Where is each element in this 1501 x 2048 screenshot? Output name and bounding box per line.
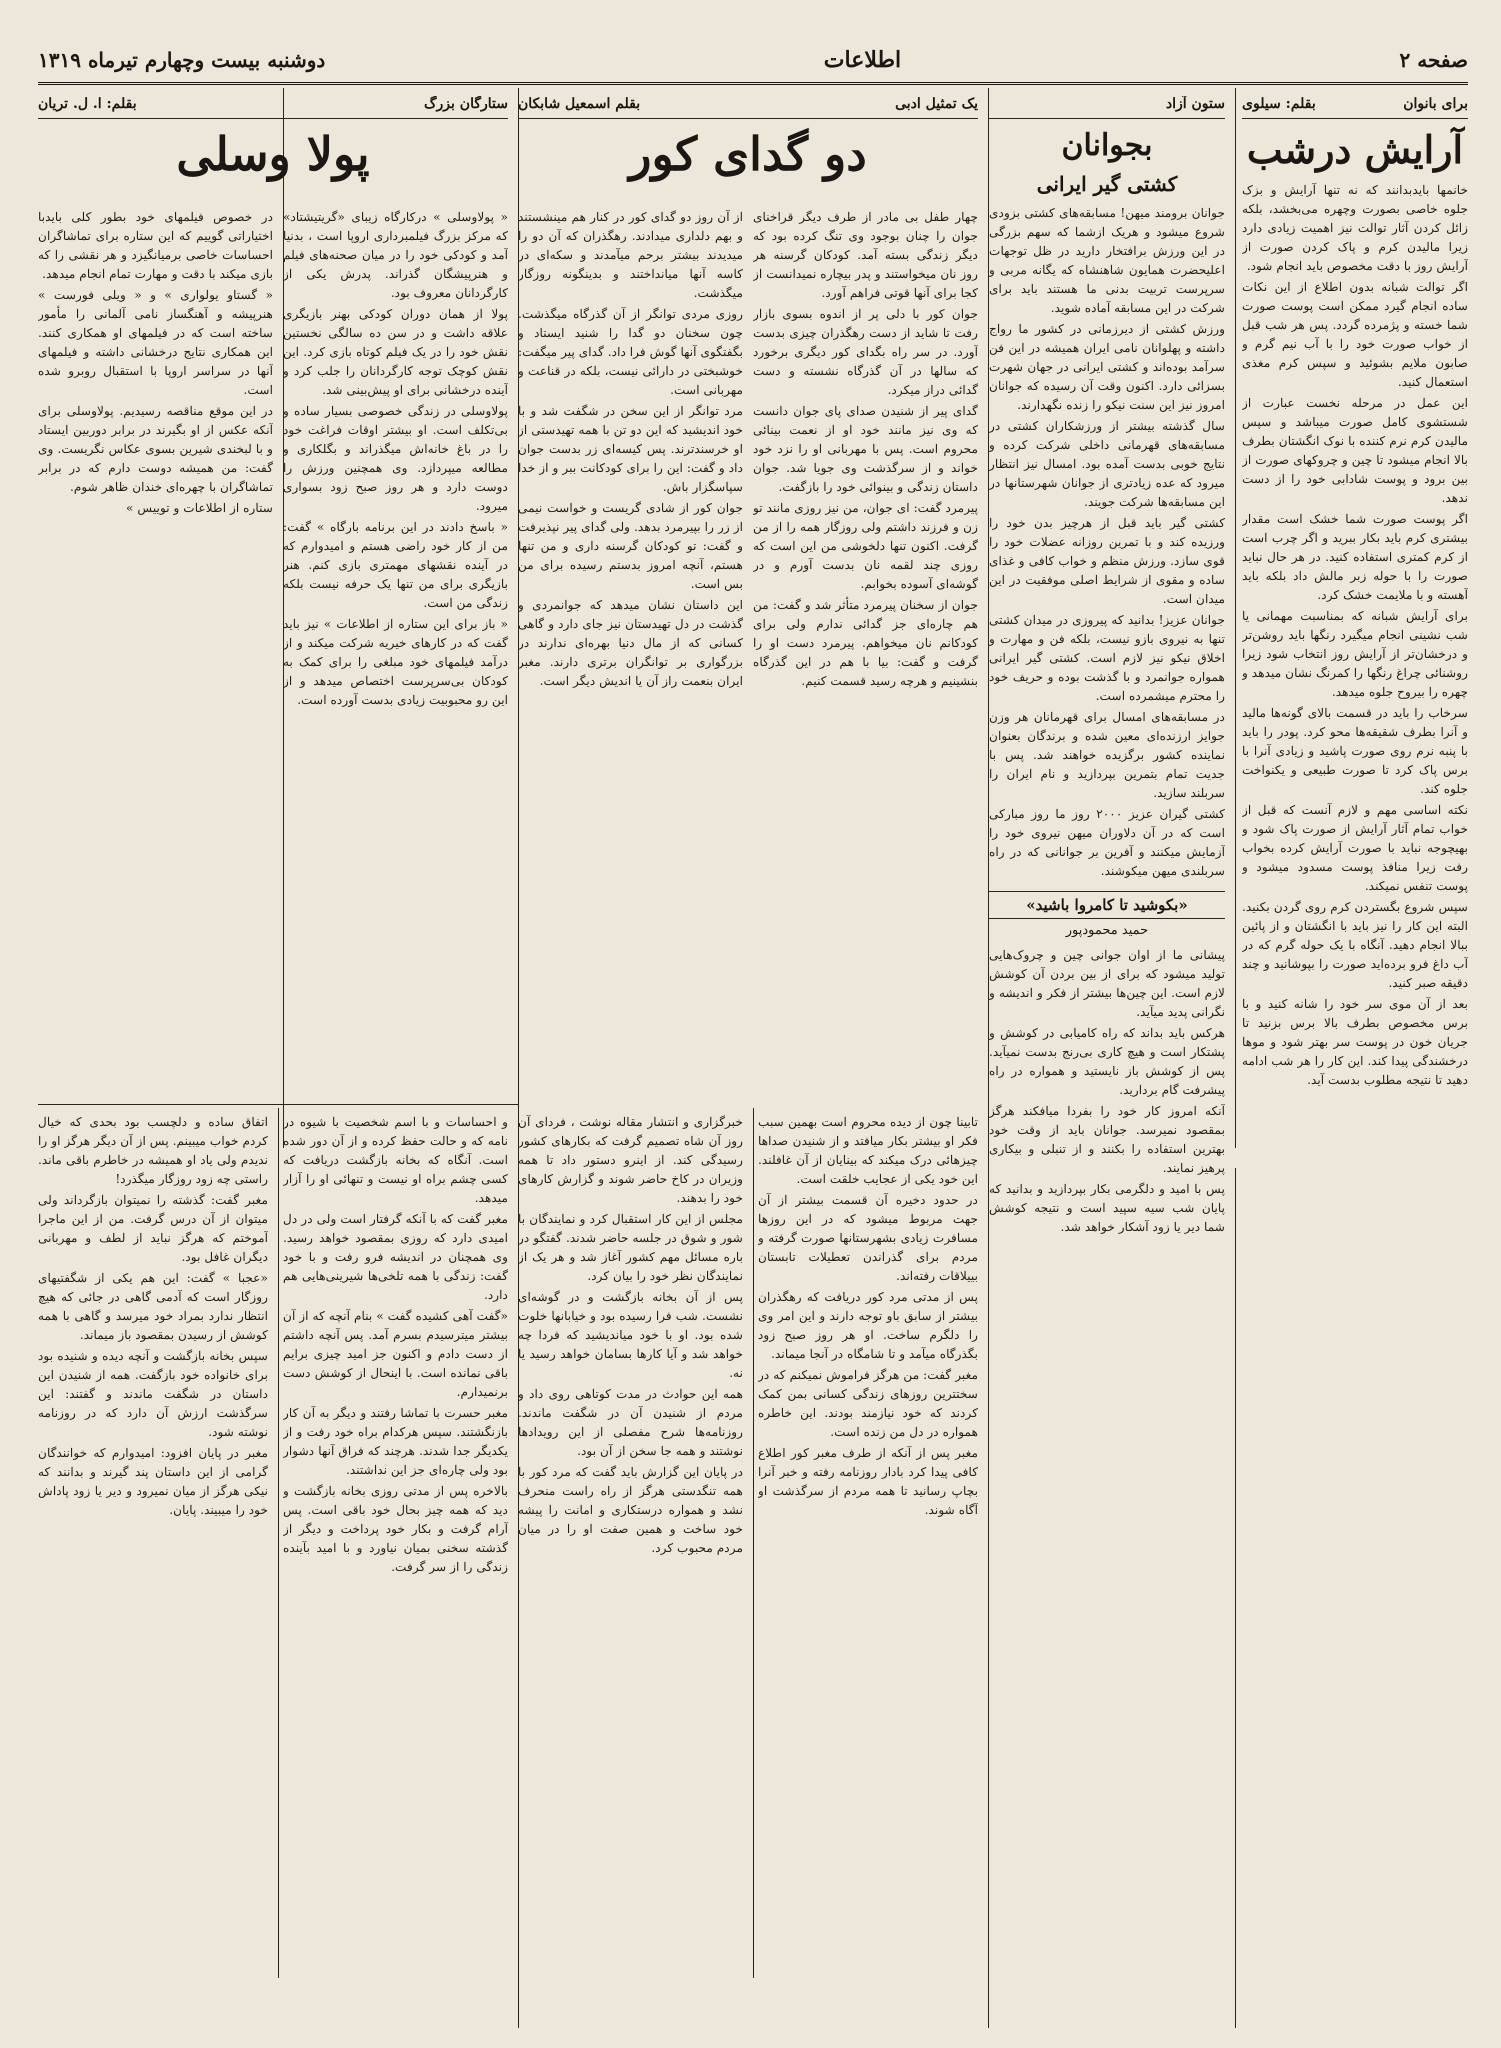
- box-author: حمید محمودپور: [1065, 923, 1149, 938]
- paragraph: مغبر حسرت با تماشا رفتند و دیگر به آن کار بازنگشتند. سپس هرکدام براه خود رفت و از یکدیگر جدا شدند. هرچند که فراق آنها دشوار بود ولی چاره‌ای جز این نداشتند.: [283, 1406, 508, 1477]
- column-header: [989, 96, 1225, 119]
- paragraph: « پولاوسلی » درکارگاه زیبای «گریتیشتاد» که مرکز بزرگ فیلمبرداری اروپا است ، بدنیا آمد و کودکی خود را در میان صحنه‌های فیلم و هنرپیشگان گذراند. پدرش یکی از کارگردانان معروف بود.: [283, 210, 508, 300]
- paragraph: چهار طفل بی مادر از طرف دیگر قراخنای جوان را چنان بوجود وی تنگ کرده بود که دیگر زندگی بسته آمد. کودکان گرسنه هر روز نان میخواستند و پدر بیچاره نمیدانست از کجا برای آنها قوتی فراهم آورد.: [753, 210, 978, 300]
- box-title: «بکوشید تا کامروا باشید»: [989, 891, 1225, 919]
- stars-column-right: [283, 208, 508, 1098]
- paragraph: کشتی گیر باید قبل از هرچیز بدن خود را ورزیده کند و با تمرین روزانه عضلات خود را قوی سازد. ورزش منظم و خواب کافی و غذای ساده و مقوی از شرایط اصلی موفقیت در این میدان است.: [989, 516, 1225, 606]
- paragraph: خبرگزاری و انتشار مقاله نوشت ، فردای آن روز آن شاه تصمیم گرفت که بکارهای کشور رسیدگی کند. از اینرو دستور داد تا همه وزیران در کاخ حاضر شوند و گزارش کارهای خود را بدهند.: [518, 1115, 743, 1205]
- article-title: آرایش درشب: [1246, 127, 1464, 172]
- column-header: [518, 96, 978, 119]
- paragraph: جوان کور با دلی پر از اندوه بسوی بازار رفت تا شاید از دست رهگذران چیزی بدست آورد. در سر راه بگدای کور دیگری برخورد که سالها در آن گذرگاه نشسته و دست گدائی دراز میکرد.: [753, 307, 978, 397]
- article-body: [753, 208, 978, 691]
- newspaper-name: اطلاعات: [823, 47, 902, 73]
- paragraph: در خصوص فیلمهای خود بطور کلی بایدبا اختیاراتی گوییم که این ستاره برای تماشاگران احساسات خاصی برمیانگیزد و هر نقشی را که بازی میکند با دقت و مهارت تمام انجام میدهد.: [38, 210, 273, 281]
- paragraph: کشتی گیران عزیز ۲۰۰۰ روز ما روز مبارکی است که در آن دلاوران میهن نیروی خود را آزمایش میکنند و آفرین بر جوانانی که در راه سربلندی میهن میکوشند.: [989, 807, 1225, 878]
- article-title: بجوانان: [1061, 128, 1153, 163]
- paragraph: پس از آن بخانه بازگشت و در گوشه‌ای نشست. شب فرا رسیده بود و خیابانها خلوت شده بود. او با خود میاندیشید که فردا چه خواهد شد و آیا کارها بسامان خواهد رسید یا نه.: [518, 1290, 743, 1380]
- section-label: ستارگان بزرگ: [424, 96, 508, 112]
- section-label: برای بانوان: [1403, 96, 1468, 112]
- article-body: [1242, 181, 1468, 1090]
- author-label: بقلم اسمعیل شابکان: [518, 96, 641, 112]
- paragraph: جوان کور از شادی گریست و خواست نیمی از زر را بپیرمرد بدهد. ولی گدای پیر نپذیرفت و گفت: تو کودکان گرسنه داری و من تنها هستم، آنچه امروز بدستم رسیده برای من بس است.: [518, 501, 743, 591]
- paragraph: مغبر در پایان افزود: امیدوارم که خوانندگان گرامی از این داستان پند گیرند و بدانند که نیکی هرگز از میان نمیرود و دیر یا زود پاداش خود را میبیند. پایان.: [38, 1446, 268, 1517]
- section-label: یک تمثیل ادبی: [895, 96, 978, 112]
- paragraph: مغبر گفت که با آنکه گرفتار است ولی در دل امیدی دارد که روزی بمقصود خواهد رسید. وی همچنان در اندیشه فرو رفت و با خود گفت: زندگی با همه تلخی‌ها شیرینی‌هایی هم دارد.: [283, 1212, 508, 1302]
- article-body: [283, 1113, 508, 1577]
- paragraph: همه این حوادث در مدت کوتاهی روی داد و مردم از شنیدن آن در شگفت ماندند. روزنامه‌ها شرح مفصلی از این رویدادها نوشتند و همه جا سخن از آن بود.: [518, 1387, 743, 1458]
- paragraph: پس با امید و دلگرمی بکار بپردازید و بدانید که پایان شب سیه سپید است و نتیجه کوشش شما دیر یا زود آشکار خواهد شد.: [989, 1182, 1225, 1234]
- paragraph: هرکس باید بداند که راه کامیابی در کوشش و پشتکار است و هیچ کاری بی‌رنج بدست نمیآید. پس از کوشش باز نایستید و همواره در راه پیشرفت گام بردارید.: [989, 1026, 1225, 1097]
- paragraph: و احساسات و با اسم شخصیت با شیوه در نامه که و حالت حفظ کرده و از آن دور شده است. آنگاه که بخانه بازگشت دریافت که کسی چشم براه او نیست و تنهائی او را آزار میدهد.: [283, 1115, 508, 1205]
- women-column: [1242, 96, 1468, 2026]
- paragraph: جوانان برومند میهن! مسابقه‌های کشتی بزودی شروع میشود و هریک ازشما که سهم بزرگی در این ورزش برافتخار دارید در ظل توجهات اعلیحضرت همایون شاهنشاه که یگانه مربی و سرپرست تربیت بدنی ما هستند باید برای شرکت در این مسابقه آماده شوید.: [989, 206, 1225, 315]
- box-body: [989, 946, 1225, 1237]
- author-label: بقلم: ا. ل. تریان: [38, 96, 137, 112]
- masthead: [38, 38, 1468, 85]
- column-header: [38, 96, 508, 119]
- paragraph: نکته اساسی مهم و لازم آنست که قبل از خواب تمام آثار آرایش از صورت پاک شود و بهیچوجه نباید با صورت آرایش کرده بخواب رفت زیرا منافذ پوست مسدود میشود و پوست تنفس نمیکند.: [1242, 802, 1468, 893]
- continuation-column: [518, 1113, 743, 1973]
- article-title: پولا وسلی: [176, 127, 370, 181]
- issue-date: دوشنبه بیست وچهارم تیرماه ۱۳۱۹: [38, 48, 326, 72]
- paragraph: این داستان نشان میدهد که جوانمردی و گذشت در دل تهیدستان نیز جای دارد و گاهی کسانی که از مال دنیا بهره‌ای ندارند در بزرگواری بر توانگران برتری دارند. مغبر ایران بنعمت راز آن یا اندیش دیگر است.: [518, 598, 743, 688]
- paragraph: مرد توانگر از این سخن در شگفت شد و با خود اندیشید که این دو تن با همه تهیدستی از او خرسندترند. پس کیسه‌ای زر بدست جوان داد و گفت: این را برای کودکانت ببر و از خدا سپاسگزار باش.: [518, 404, 743, 494]
- paragraph: برای آرایش شبانه که بمناسبت مهمانی یا شب نشینی انجام میگیرد رنگها باید روشن‌تر و درخشان‌تر از آرایش روز انتخاب شود زیرا روشنائی چراغ رنگها را کمرنگ نشان میدهد و چهره را بیروح جلوه میدهد.: [1242, 608, 1468, 699]
- section-divider: [38, 1104, 518, 1105]
- article-body: [758, 1113, 978, 1520]
- page-number: صفحه ۲: [1399, 48, 1468, 72]
- section-label: ستون آزاد: [1165, 96, 1225, 112]
- youth-column: [989, 96, 1225, 2026]
- article-subtitle: کشتی گیر ایرانی: [1036, 172, 1178, 196]
- paragraph: از آن روز دو گدای کور در کنار هم مینشستند و بهم دلداری میدادند. رهگذران که آن دو را میدیدند بیشتر برحم میآمدند و سکه‌ای در کاسه آنها میانداختند و بدینگونه روزگار میگذشت.: [518, 210, 743, 300]
- column-header: [1242, 96, 1468, 119]
- paragraph: جوانان عزیز! بدانید که پیروزی در میدان کشتی تنها به نیروی بازو نیست، بلکه فن و مهارت و اخلاق نیکو نیز لازم است. کشتی گیر ایرانی همواره جوانمرد و با گذشت بوده و حریف خود را محترم میشمرده است.: [989, 613, 1225, 703]
- paragraph: « گستاو یولواری » و « ویلی فورست » هنرپیشه و آهنگساز نامی آلمانی را مأمور ساخته است که در فیلمهای او همکاری کنند. این همکاری نتایج درخشانی داشته و فیلمهای آنها در سراسر اروپا با استقبال روبرو شده است.: [38, 288, 273, 397]
- story-header: [518, 96, 978, 206]
- paragraph: مغبر گفت: من هرگز فراموش نمیکنم که در سختترین روزهای زندگی کسانی بمن کمک کردند که خود نیازمند بودند. این خاطره همواره در دل من زنده است.: [758, 1368, 978, 1439]
- paragraph: این عمل در مرحله نخست عبارت از شستشوی کامل صورت میباشد و سپس مالیدن کرم نرم کننده با نوک انگشتان بطرف بالا انجام میشود تا چین و چروکهای صورت از بین برود و پوست شادابی خود را از دست ندهد.: [1242, 395, 1468, 505]
- paragraph: گدای پیر از شنیدن صدای پای جوان دانست که وی نیز مانند خود او از نعمت بینائی محروم است. پس با مهربانی او را نزد خود خواند و از سرگذشت وی جویا شد. جوان داستان زندگی و بینوائی خود را بازگفت.: [753, 404, 978, 494]
- paragraph: در حدود دخیره آن قسمت بیشتر از آن جهت مربوط میشود که در این روزها مسافرت زیادی بشهرستانها صورت گرفته و مردم برای گذراندن تعطیلات تابستان بییلاقات رفته‌اند.: [758, 1193, 978, 1283]
- column-divider: [753, 1108, 754, 1978]
- paragraph: سپس بخانه بازگشت و آنچه دیده و شنیده بود برای خانواده خود بازگفت. همه از شنیدن این داستان در شگفت ماندند و گفتند: این سرگذشت ارزش آن دارد که در روزنامه نوشته شود.: [38, 1349, 268, 1439]
- paragraph: ورزش کشتی از دیرزمانی در کشور ما رواج داشته و پهلوانان نامی ایران همیشه در این فن سرآمد بوده‌اند و کشتی ایرانی در جهان شهرت بسزائی دارد. اکنون وقت آن رسیده که جوانان امروز نیز این سنت نیکو را زنده نگهدارند.: [989, 322, 1225, 412]
- paragraph: « باز برای این ستاره از اطلاعات » نیز باید گفت که در کارهای خیریه شرکت میکند و از درآمد فیلمهای خود مبلغی را برای کمک به کودکان بی‌سرپرست اختصاص میدهد و از این رو محبوبیت زیادی بدست آورده است.: [283, 617, 508, 707]
- paragraph: اتفاق ساده و دلچسب بود بحدی که خیال کردم خواب میبینم. پس از آن دیگر هرگز او را ندیدم ولی یاد او همیشه در خاطرم باقی ماند. راستی چه زود روزگار میگذرد!: [38, 1115, 268, 1186]
- paragraph: « باسخ دادند در این برنامه بارگاه » گفت: من از کار خود راضی هستم و امیدوارم که در آینده نقشهای مهمتری بازی کنم. هنر بازیگری برای من تنها یک حرفه نیست بلکه زندگی من است.: [283, 520, 508, 610]
- paragraph: اگر پوست صورت شما خشک است مقدار بیشتری کرم باید بکار ببرید و اگر چرب است از کرم کمتری استفاده کنید. در هر حال نباید صورت را با حوله زبر مالش داد بلکه باید آهسته و با ملایمت خشک کرد.: [1242, 511, 1468, 602]
- column-divider: [1235, 88, 1236, 1148]
- continuation-column: [758, 1113, 978, 1973]
- paragraph: پولاوسلی در زندگی خصوصی بسیار ساده و بی‌تکلف است. او بیشتر اوقات فراغت خود را در باغ خانه‌اش میگذراند و بگلکاری و مطالعه میپردازد. وی همچنین ورزش را دوست دارد و هر روز صبح زود بسواری میرود.: [283, 404, 508, 513]
- paragraph: جوان از سخنان پیرمرد متأثر شد و گفت: من هم چاره‌ای جز گدائی ندارم ولی برای کودکانم نان میخواهم. پیرمرد دست او را گرفت و گفت: بیا با هم در این گذرگاه بنشینیم و هرچه رسید قسمت کنیم.: [753, 598, 978, 688]
- stars-column-left: [38, 208, 273, 1098]
- story-column-left: [518, 208, 743, 1098]
- newspaper-page: [38, 38, 1468, 2028]
- paragraph: سپس شروع بگستردن کرم روی گردن بکنید. البته این کار را نیز باید با انگشتان و از پائین ببالا انجام دهید. آنگاه با یک حوله گرم که در آب داغ فرو برده‌اید صورت را بپوشانید و چند دقیقه صبر کنید.: [1242, 899, 1468, 990]
- column-divider: [278, 1108, 279, 1978]
- paragraph: سال گذشته بیشتر از ورزشکاران کشتی در مسابقه‌های قهرمانی داخلی شرکت کرده و نتایج خوبی بدست آمده بود. امسال نیز انتظار میرود که عده زیادتری از جوانان شهرستانها در این مسابقه‌ها شرکت جویند.: [989, 419, 1225, 509]
- paragraph: مغبر گفت: گذشته را نمیتوان بازگرداند ولی میتوان از آن درس گرفت. من از این ماجرا آموختم که هرگز نباید از لطف و مهربانی دیگران غافل بود.: [38, 1193, 268, 1264]
- author-label: بقلم: سیلوی: [1242, 96, 1316, 112]
- paragraph: «گفت آهی کشیده گفت » بنام آنچه که از آن بیشتر میترسیدم بسرم آمد. پس آنچه داشتم از دست دادم و اکنون جز امید چیزی برایم باقی نمانده است. با اینحال از کوشش دست برنمیدارم.: [283, 1309, 508, 1399]
- paragraph: پیشانی ما از اوان جوانی چین و چروک‌هایی تولید میشود که برای از بین بردن آن کوشش لازم است. این چین‌ها بیشتر از فکر و اندیشه و نگرانی پدید میآید.: [989, 948, 1225, 1019]
- paragraph: اگر توالت شبانه بدون اطلاع از این نکات ساده انجام گیرد ممکن است پوست صورت شما خسته و پژمرده گردد. پس هر شب قبل از خواب صورت خود را با آب نیم گرم و صابون ملایم بشوئید و سپس کرم مغذی استعمال کنید.: [1242, 279, 1468, 389]
- article-body: [38, 1113, 268, 1520]
- paragraph: «عجبا » گفت: این هم یکی از شگفتیهای روزگار است که آدمی گاهی در جائی که هیچ انتظار ندارد بمراد خود میرسد و گاهی با همه کوشش از رسیدن بمقصود باز میماند.: [38, 1271, 268, 1342]
- paragraph: بعد از آن موی سر خود را شانه کنید و با برس مخصوص بطرف بالا برس بزنید تا جریان خون در پوست سر بهتر شود و موها درخشندگی پیدا کند. این کار را هر شب ادامه دهید تا نتیجه مطلوب بدست آید.: [1242, 996, 1468, 1087]
- paragraph: در این موقع مناقصه رسیدیم. پولاوسلی برای آنکه عکس از او بگیرند در برابر دوربین ایستاد و با لبخندی شیرین بسوی عکاس نگریست. وی گفت: من همیشه دوست دارم که در برابر تماشاگران با چهره‌ای خندان ظاهر شوم.: [38, 404, 273, 494]
- stars-header: [38, 96, 508, 206]
- paragraph: آنکه امروز کار خود را بفردا میافکند هرگز بمقصود نمیرسد. جوانان باید از وقت خود بهترین استفاده را بکنند و از تنبلی و بیکاری پرهیز نمایند.: [989, 1104, 1225, 1175]
- paragraph: تابینا چون از دیده محروم است بهمین سبب فکر او بیشتر بکار میافتد و از شنیدن صداها چیزهائی درک میکند که بینایان از آن غافلند. این خود یکی از عجایب خلقت است.: [758, 1115, 978, 1186]
- paragraph: پس از مدتی مرد کور دریافت که رهگذران بیشتر از سابق باو توجه دارند و این امر وی را دلگرم ساخت. او هر روز صبح زود بگذرگاه میآمد و تا شامگاه در آنجا میماند.: [758, 1290, 978, 1361]
- continuation-column: [283, 1113, 508, 1973]
- article-title: دو گدای کور: [629, 127, 867, 181]
- paragraph: مغبر پس از آنکه از طرف مغبر کور اطلاع کافی پیدا کرد بادار روزنامه رفته و خبر آنرا بچاپ رسانید تا همه مردم از سرگذشت او آگاه شوند.: [758, 1446, 978, 1517]
- article-body: [989, 204, 1225, 881]
- paragraph: سرخاب را باید در قسمت بالای گونه‌ها مالید و آنرا بطرف شقیقه‌ها محو کرد. پودر را باید با پنبه نرم روی صورت پاشید و زیادی آنرا با برس پاک کرد تا صورت طبیعی و یکنواخت جلوه کند.: [1242, 705, 1468, 796]
- column-divider: [1235, 1168, 1236, 2028]
- paragraph: مجلس از این کار استقبال کرد و نمایندگان با شور و شوق در جلسه حاضر شدند. گفتگو در باره مسائل مهم کشور آغاز شد و هر یک از نمایندگان نظر خود را بیان کرد.: [518, 1212, 743, 1283]
- article-body: [38, 208, 273, 518]
- paragraph: در پایان این گزارش باید گفت که مرد کور با همه تنگدستی هرگز از راه راست منحرف نشد و همواره درستکاری و امانت را پیشه خود ساخت و همین صفت او را در میان مردم محبوب کرد.: [518, 1465, 743, 1555]
- paragraph: روزی مردی توانگر از آن گذرگاه میگذشت. چون سخنان دو گدا را شنید ایستاد و بگفتگوی آنها گوش فرا داد. گدای پیر میگفت: خوشبختی در دارائی نیست، بلکه در قناعت و مهربانی است.: [518, 307, 743, 397]
- story-column-right: [753, 208, 978, 1098]
- paragraph: بالاخره پس از مدتی روزی بخانه بازگشت و دید که همه چیز بحال خود باقی است. پس آرام گرفت و بکار خود پرداخت و دیگر از گذشته سخنی بمیان نیاورد و با امید بآینده زندگی را از سر گرفت.: [283, 1484, 508, 1574]
- paragraph: پولا از همان دوران کودکی بهنر بازیگری علاقه داشت و در سن ده سالگی نخستین نقش خود را در یک فیلم کوتاه بازی کرد. این نقش کوچک توجه کارگردانان را جلب کرد و آینده درخشانی برای او پیش‌بینی شد.: [283, 307, 508, 397]
- article-body: [518, 1113, 743, 1558]
- article-body: [518, 208, 743, 691]
- paragraph: در مسابقه‌های امسال برای قهرمانان هر وزن جوایز ارزنده‌ای معین شده و برندگان بعنوان نماینده کشور برگزیده خواهند شد. پس با جدیت تمام بتمرین بپردازید و نام ایران را سربلند سازید.: [989, 710, 1225, 800]
- article-body: [283, 208, 508, 710]
- paragraph: پیرمرد گفت: ای جوان، من نیز روزی مانند تو زن و فرزند داشتم ولی روزگار همه را از من گرفت. اکنون تنها دلخوشی من این است که روزی چند لقمه نان بدست آورم و در گوشه‌ای آسوده بخوابم.: [753, 501, 978, 591]
- continuation-column: [38, 1113, 268, 1973]
- paragraph: ستاره از اطلاعات و توییس »: [126, 501, 273, 515]
- paragraph: خانمها بایدبدانند که نه تنها آرایش و بزک جلوه خاصی بصورت وچهره می‌بخشد، بلکه زائل کردن آثار توالت نیز اهمیت زیادی دارد زیرا مالیدن کرم و پاک کردن صورت از آرایش روز با دقت مخصوص باید انجام شود.: [1242, 182, 1468, 273]
